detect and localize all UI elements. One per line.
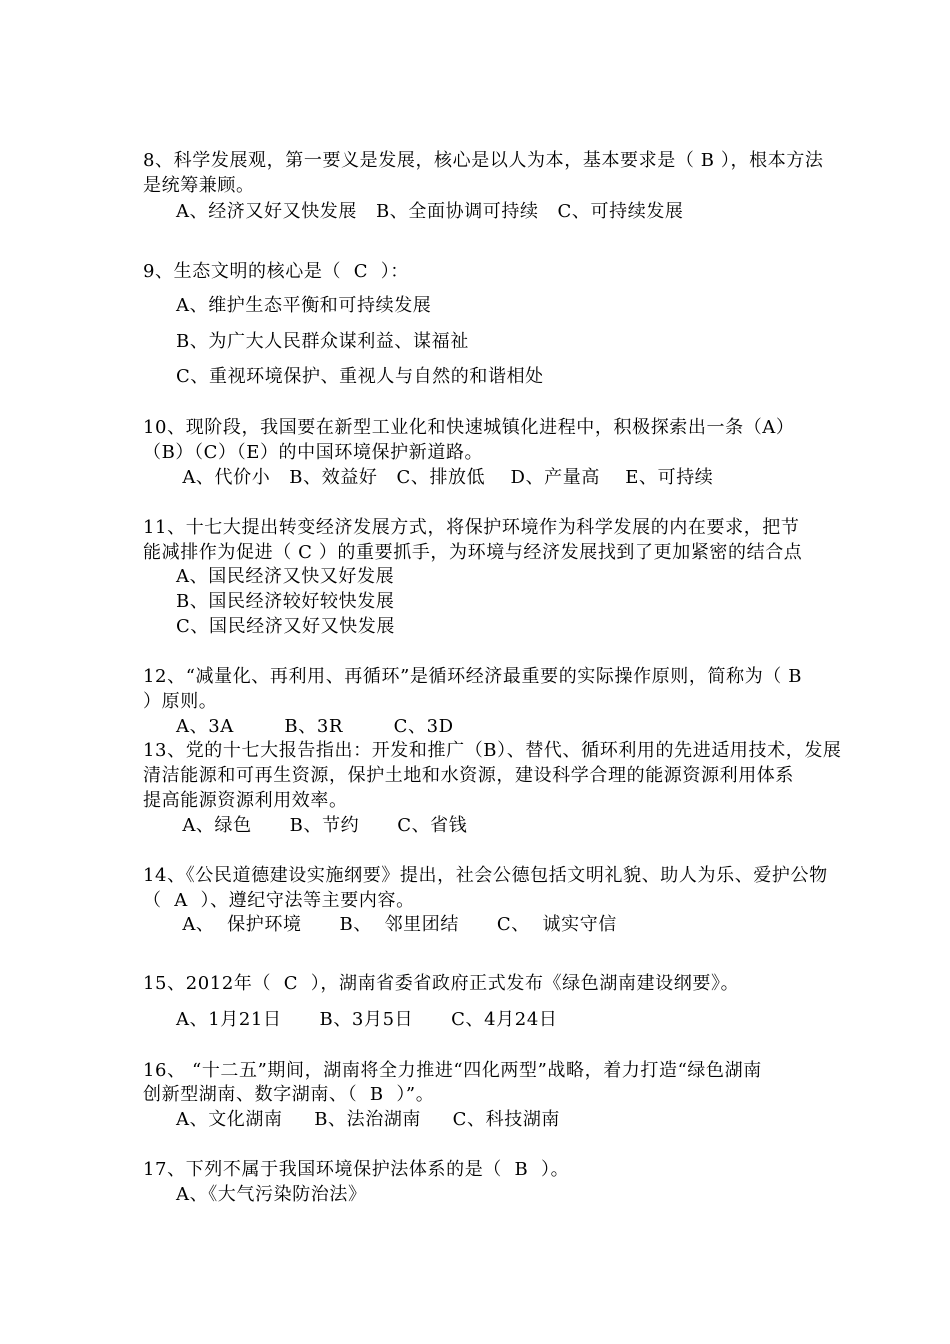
- question-11-stem-line-1: 11、十七大提出转变经济发展方式，将保护环境作为科学发展的内在要求，把节: [143, 517, 800, 538]
- question-14-stem-line-1: 14、《公民道德建设实施纲要》提出，社会公德包括文明礼貌、助人为乐、爱护公物: [143, 865, 828, 886]
- question-13-options: A、绿色 B、节约 C、省钱: [176, 815, 468, 836]
- question-17-option-a: A、《大气污染防治法》: [176, 1184, 367, 1205]
- question-8-options: A、经济又好又快发展 B、全面协调可持续 C、可持续发展: [176, 201, 684, 222]
- question-11-option-b: B、国民经济较好较快发展: [176, 591, 395, 612]
- question-17-stem: 17、下列不属于我国环境保护法体系的是（ B ）。: [143, 1159, 570, 1180]
- question-16-options: A、文化湖南 B、法治湖南 C、科技湖南: [176, 1109, 561, 1130]
- question-11-option-a: A、国民经济又快又好发展: [176, 566, 395, 587]
- question-15-stem: 15、2012年（ C ），湖南省委省政府正式发布《绿色湖南建设纲要》。: [143, 973, 740, 994]
- question-13-stem-line-2: 清洁能源和可再生资源，保护土地和水资源，建设科学合理的能源资源利用体系: [143, 765, 794, 786]
- question-9-option-b: B、为广大人民群众谋利益、谋福祉: [176, 331, 469, 352]
- question-11-option-c: C、国民经济又好又快发展: [176, 616, 395, 637]
- question-15-options: A、1月21日 B、3月5日 C、4月24日: [176, 1009, 558, 1030]
- question-13-stem-line-1: 13、党的十七大报告指出：开发和推广（B）、替代、循环利用的先进适用技术，发展: [143, 740, 842, 761]
- question-8-stem-line-2: 是统筹兼顾。: [143, 175, 255, 196]
- question-8-stem-line-1: 8、科学发展观，第一要义是发展，核心是以人为本，基本要求是（ B ），根本方法: [143, 150, 824, 171]
- question-10-stem-line-2: （B）（C）（E）的中国环境保护新道路。: [143, 442, 484, 463]
- question-10-options: A、代价小 B、效益好 C、排放低 D、产量高 E、可持续: [176, 467, 714, 488]
- question-16-stem-line-2: 创新型湖南、数字湖南、（ B ）”。: [143, 1084, 435, 1105]
- question-11-stem-line-2: 能减排作为促进（ C ）的重要抓手，为环境与经济发展找到了更加紧密的结合点: [143, 542, 803, 563]
- question-12-options: A、3A B、3R C、3D: [176, 716, 454, 737]
- question-9-stem: 9、生态文明的核心是（ C ）：: [143, 261, 409, 282]
- question-12-stem-line-1: 12、“减量化、再利用、再循环”是循环经济最重要的实际操作原则，简称为（ B: [143, 666, 803, 687]
- question-10-stem-line-1: 10、现阶段，我国要在新型工业化和快速城镇化进程中，积极探索出一条（A）: [143, 417, 795, 438]
- question-14-options: A、 保护环境 B、 邻里团结 C、 诚实守信: [176, 914, 617, 935]
- question-14-stem-line-2: （ A ）、遵纪守法等主要内容。: [143, 890, 415, 911]
- question-16-stem-line-1: 16、 “十二五”期间，湖南将全力推进“四化两型”战略，着力打造“绿色湖南: [143, 1060, 762, 1081]
- question-12-stem-line-2: ）原则。: [143, 691, 218, 712]
- question-13-stem-line-3: 提高能源资源利用效率。: [143, 790, 348, 811]
- question-9-option-c: C、重视环境保护、重视人与自然的和谐相处: [176, 366, 544, 387]
- question-9-option-a: A、维护生态平衡和可持续发展: [176, 295, 432, 316]
